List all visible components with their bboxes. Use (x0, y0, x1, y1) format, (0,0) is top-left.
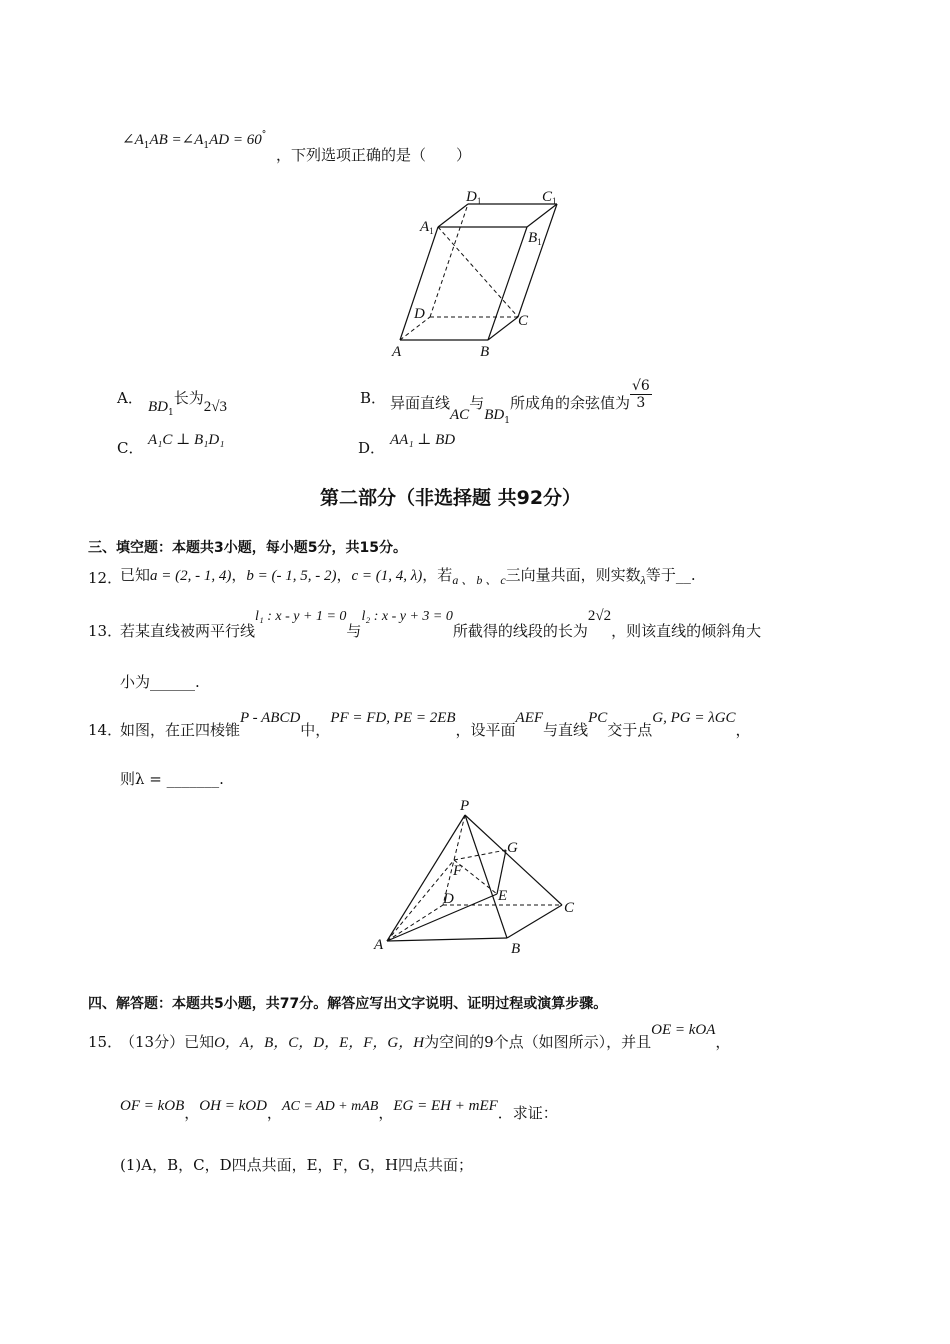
q12-vec-b: b = (- 1, 5, - 2) (246, 568, 337, 584)
q11-option-a-value: 2√3 (203, 399, 227, 415)
q13-line1 (120, 604, 762, 640)
q12-vec-a: a = (2, - 1, 4) (150, 568, 232, 584)
q13-number: 13． (88, 622, 123, 640)
q15-part1: (1)A，B，C，D四点共面，E，F，G，H四点共面； (120, 1156, 474, 1174)
q15-points: O，A，B，C，D，E，F，G，H (214, 1035, 425, 1051)
q15-mid: 为空间的9个点（如图所示），并且 (424, 1033, 652, 1051)
label-b: B (511, 941, 521, 957)
q15-eg: EG = EH + mEF (393, 1098, 498, 1114)
label-c: C (564, 900, 575, 916)
section4-title: 四、解答题：本题共5小题，共77分。解答应写出文字说明、证明过程或演算步骤。 (88, 996, 608, 1012)
label-a1: $A_1$ (420, 219, 434, 236)
part2-title: 第二部分（非选择题 共92分） (320, 487, 582, 509)
q13-end: ，则该直线的倾斜角大 (611, 622, 762, 640)
q14-line2: 则λ = _______. (120, 770, 224, 788)
edge-dd1-hidden (430, 204, 468, 317)
fraction-numerator: √6 (631, 378, 650, 394)
q14-end: ， (735, 721, 751, 739)
edge-bc (507, 905, 562, 938)
edge-a1d1 (438, 204, 468, 227)
label-a: A (392, 344, 402, 360)
q15-pre: （13分）已知 (120, 1033, 215, 1051)
q12-line: 已知a = (2, - 1, 4)，b = (- 1, 5, - 2)，c = (1, 4, λ)，若$_{a 、 b 、 c}$三向量共面，则实数$_\lambda$等于__. (120, 566, 696, 587)
q11-given-head: ∠A (122, 132, 144, 148)
q11-option-a-letter: A． (117, 389, 143, 407)
parallelepiped-figure (390, 182, 570, 362)
q11-option-a-bd: BD (148, 399, 168, 415)
edge-ab (387, 938, 507, 941)
q11-option-c-expr: A₁C ⊥ B₁D₁ (148, 432, 225, 448)
q12-end: 等于__. (645, 566, 696, 584)
q14-number: 14． (88, 721, 123, 739)
section3-title: 三、填空题：本题共3小题，每小题5分，共15分。 (88, 540, 407, 556)
q11-given-tail: AD = 60 (209, 132, 262, 148)
q15-oh: OH = kOD (199, 1098, 267, 1114)
q13-l1: l₁ : x - y + 1 = 0 (255, 609, 347, 624)
q11-option-b-letter: B． (360, 389, 387, 407)
q12-pre: 已知 (120, 566, 151, 584)
label-d: D (414, 306, 425, 322)
segment-ae (387, 894, 497, 941)
q15-line1 (120, 1018, 731, 1051)
label-e: E (498, 888, 508, 904)
q11-option-b-bd: BD (484, 406, 505, 423)
q11-given-line: $\angle A_1AB$ $=\angle A_1AD = 60^\circ$ (122, 130, 267, 151)
q14-pyramid: P - ABCD (240, 710, 301, 726)
q12-vec-c: c = (1, 4, λ) (351, 568, 423, 584)
q14-mid: ，设平面 (455, 721, 516, 739)
q13-pre: 若某直线被两平行线 (120, 622, 256, 640)
q14-jiao: 交于点 (607, 721, 653, 739)
q11-option-b-ac: AC (450, 406, 470, 423)
label-a: A (374, 937, 384, 953)
q15-comma: ， (715, 1033, 731, 1051)
q11-given-mid: AB =∠A (149, 132, 204, 148)
label-c1: $C_1$ (542, 189, 557, 206)
q12-vecs: a 、 b 、 c (452, 573, 506, 587)
edge-ad-hidden (387, 905, 443, 941)
q11-option-b: 异面直线AC与$BD_1$所成角的余弦值为 $\frac{√6}{3}$ (390, 378, 650, 426)
label-p: P (460, 798, 470, 814)
q14-line-pc: PC (588, 710, 608, 726)
q15-of: OF = kOB (120, 1098, 185, 1114)
q14-yu: 与直线 (543, 721, 589, 739)
diag-a1c-hidden (438, 227, 518, 317)
q11-option-b-pre: 异面直线 (390, 393, 451, 412)
label-d1: $D_1$ (466, 189, 482, 206)
edge-aa1 (400, 227, 438, 340)
q14-zhong: 中， (300, 721, 331, 739)
q14-pre: 如图，在正四棱锥 (120, 721, 241, 739)
q12-post: 三向量共面，则实数 (505, 566, 641, 584)
q15-qiuzheng: ．求证： (497, 1104, 558, 1122)
q15-oe: OE = kOA (651, 1022, 716, 1038)
q14-line1 (120, 706, 751, 739)
label-b1: $B_1$ (528, 230, 542, 247)
q14-condition: PF = FD, PE = 2EB (330, 710, 456, 726)
q11-stem: ，下列选项正确的是（ ） (276, 146, 472, 164)
q15-ac: AC = AD + mAB (281, 1099, 379, 1114)
fraction-denominator: 3 (636, 395, 646, 411)
edge-cc1 (518, 204, 557, 317)
q11-option-b-fraction (630, 378, 652, 411)
q12-mid: ，若 (422, 566, 453, 584)
label-c: C (518, 313, 529, 329)
q11-option-b-post: 所成角的余弦值为 (509, 393, 630, 412)
q11-option-a-label: 长为 (173, 389, 204, 407)
q11-option-c-letter: C． (117, 439, 144, 457)
edge-pc (465, 815, 562, 905)
q13-length: 2√2 (587, 608, 612, 624)
q11-option-b-yu: 与 (469, 393, 485, 412)
label-f: F (453, 863, 463, 879)
q13-yu: 与 (346, 622, 362, 640)
label-b: B (480, 344, 490, 360)
q13-line2: 小为______. (120, 673, 200, 691)
q15-number: 15． (88, 1033, 123, 1051)
q14-plane-aef: AEF (515, 710, 544, 726)
q11-option-a: $BD_1$长为2√3 (148, 389, 227, 418)
q11-option-d-letter: D． (358, 439, 386, 457)
q13-post: 所截得的线段的长为 (452, 622, 588, 640)
q13-l2: l₂ : x - y + 3 = 0 (361, 609, 453, 624)
label-d: D (443, 891, 454, 907)
q15-line2: OF = kOB，OH = kOD，AC = AD + mAB，EG = EH + mEF．求证： (120, 1098, 558, 1122)
label-g: G (507, 840, 518, 856)
pyramid-figure (370, 795, 590, 960)
q11-option-d-expr: AA₁ ⊥ BD (390, 432, 456, 448)
q12-lambda: λ (640, 573, 646, 587)
q12-number: 12． (88, 569, 123, 587)
q14-point-g: G, PG = λGC (652, 710, 736, 726)
